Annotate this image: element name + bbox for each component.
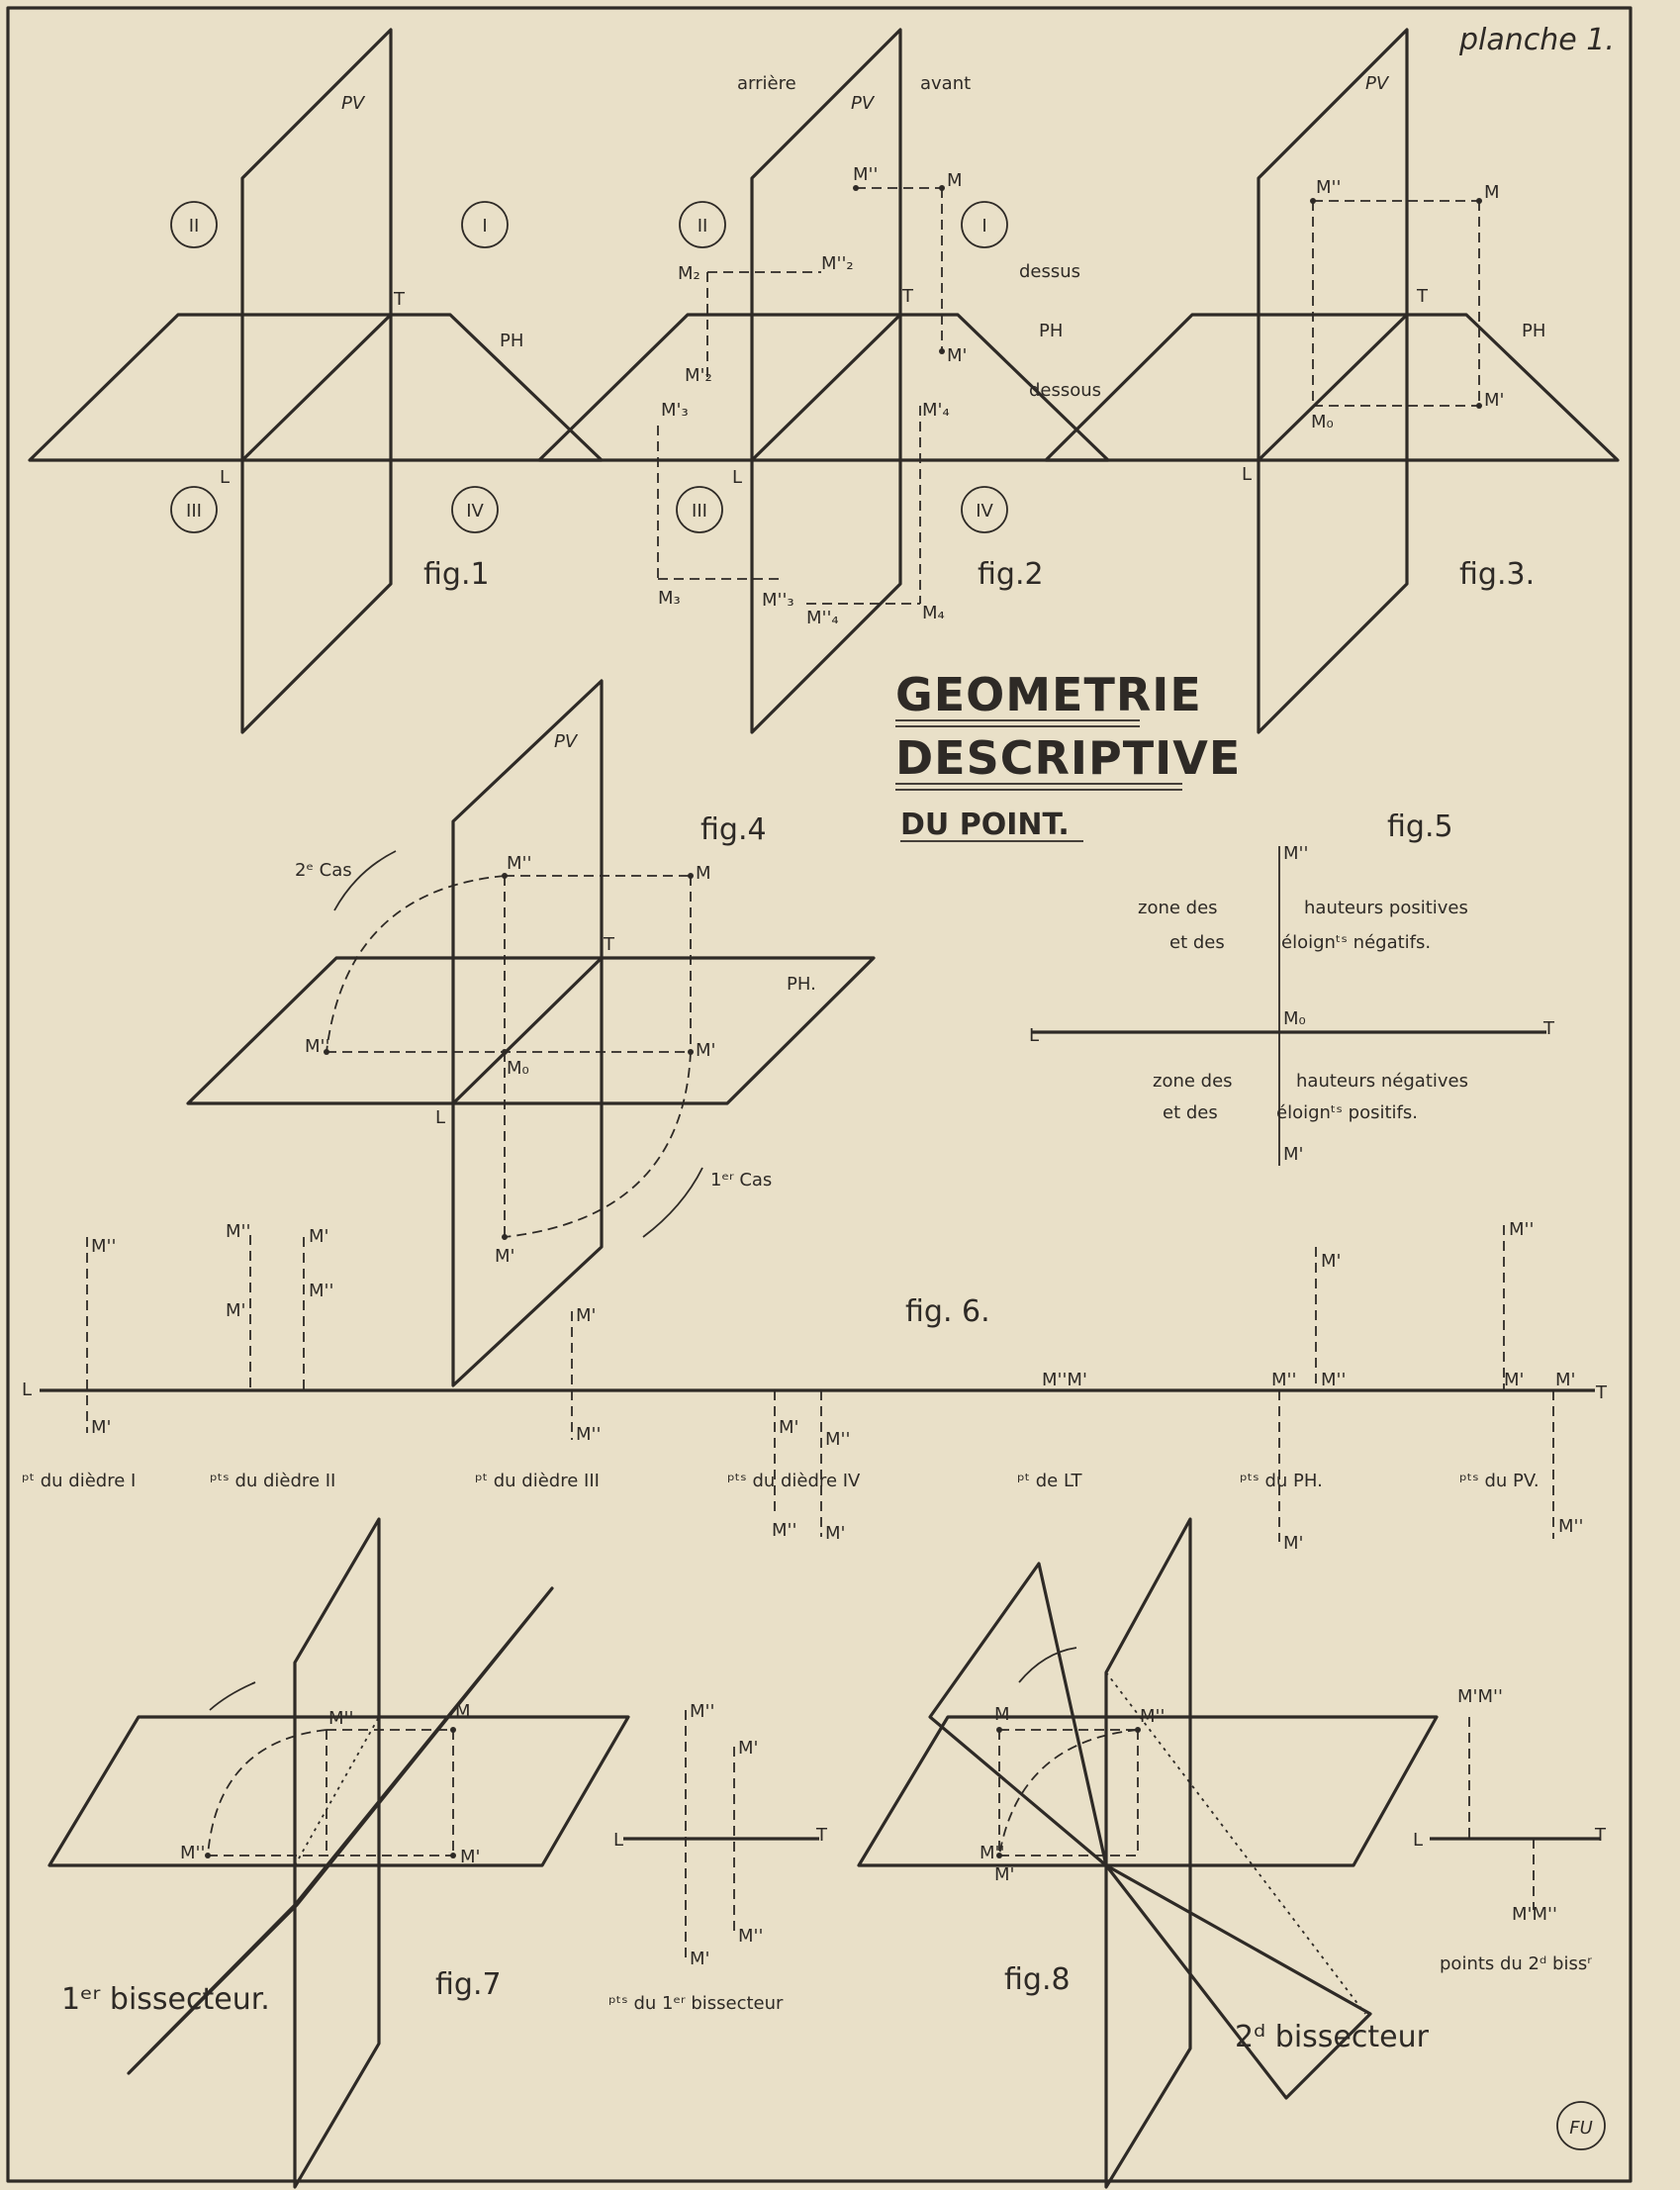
fig1-pv-label: PV [341, 93, 365, 114]
fig7-epure-m1b: M' [738, 1738, 759, 1759]
fig6-d4a-m1: M' [779, 1417, 799, 1438]
fig3-t-label: T [1417, 286, 1428, 307]
fig5 [1029, 809, 1555, 1166]
fig6-label-lt: ᵖᵗ de LT [1017, 1471, 1082, 1491]
fig5-m0: M₀ [1283, 1008, 1306, 1029]
fig6-l: L [22, 1380, 33, 1400]
fig2-m4b: M''₄ [806, 608, 839, 628]
fig5-caption: fig.5 [1387, 809, 1453, 844]
fig6-label-ph: ᵖᵗˢ du PH. [1240, 1471, 1323, 1491]
fig2-m3a: M'₃ [661, 400, 689, 421]
fig2-m2b: M''₂ [821, 253, 854, 274]
fig1-caption: fig.1 [423, 557, 490, 592]
fig7-pts: ᵖᵗˢ du 1ᵉʳ bissecteur [608, 1993, 784, 2014]
fig2-m1: M' [947, 345, 968, 366]
fig5-ztl2: et des [1169, 932, 1225, 953]
fig7 [49, 1519, 828, 2187]
fig6-label-d2: ᵖᵗˢ du dièdre II [210, 1471, 336, 1491]
fig6-d4a-m2: M'' [772, 1520, 797, 1541]
fig2-m4c: M₄ [922, 603, 945, 623]
title-block [895, 668, 1241, 842]
fig3-caption: fig.3. [1459, 557, 1536, 592]
fig4-ph-label: PH. [787, 974, 816, 995]
fig4-m0: M₀ [507, 1058, 529, 1079]
fig2 [539, 30, 1108, 732]
fig6-t: T [1596, 1382, 1607, 1403]
fig7-m: M [455, 1701, 471, 1722]
fig2-arriere: arrière [737, 73, 796, 94]
fig7-epure-m2: M'' [690, 1701, 715, 1722]
fig6-d1-m2: M'' [91, 1236, 117, 1257]
fig5-ztr1: hauteurs positives [1304, 898, 1468, 918]
fig5-m2: M'' [1283, 843, 1309, 864]
fig1-dihedron-I-label: I [482, 216, 488, 237]
fig8-epure-t: T [1595, 1825, 1606, 1846]
fig2-dihedron-II-label: II [697, 216, 708, 237]
fig2-m: M [947, 170, 963, 191]
fig4-m2-rot: M'' [305, 1036, 330, 1057]
fig2-m3c: M''₃ [762, 590, 794, 611]
fig1-t-label: T [394, 289, 405, 310]
fig3-pv-label: PV [1365, 73, 1389, 94]
fig6-pv-m1b: M' [1555, 1370, 1576, 1390]
fig2-m2c: M'₂ [685, 365, 712, 386]
fig6-d4b-m2: M'' [825, 1429, 851, 1450]
fig5-zbr2: éloignᵗˢ positifs. [1276, 1102, 1418, 1123]
title-line1: GEOMETRIE [895, 668, 1202, 721]
fig3-m1: M' [1484, 390, 1505, 411]
fig2-ph-plane [539, 315, 1108, 460]
fig6-pv-m2b: M'' [1558, 1516, 1584, 1537]
fig7-epure-l: L [613, 1830, 624, 1851]
fig7-m2-rot: M'' [180, 1843, 206, 1863]
fig3-pv-plane [1259, 30, 1407, 732]
fig6-d2a-m2: M'' [226, 1221, 251, 1242]
fig7-caption: fig.7 [435, 1967, 502, 2002]
fig7-m1: M' [460, 1847, 481, 1867]
fig5-ztl1: zone des [1138, 898, 1218, 918]
fig8-pv-plane [1106, 1519, 1190, 2187]
fig5-l: L [1029, 1025, 1040, 1046]
fig6-ph-m1: M' [1283, 1533, 1304, 1554]
fig7-m2: M'' [328, 1708, 354, 1729]
fig6-label-d3: ᵖᵗ du dièdre III [475, 1471, 600, 1491]
fig5-m1: M' [1283, 1144, 1304, 1165]
fig2-l-label: L [732, 467, 743, 488]
plate-number: planche 1. [1459, 23, 1615, 57]
fig6 [22, 1219, 1608, 1554]
fig8-epure-m12b: M'M'' [1512, 1904, 1557, 1925]
fig6-ph-m2b: M'' [1321, 1370, 1347, 1390]
fig2-m3b: M₃ [658, 588, 681, 609]
fig2-dihedron-I-label: I [981, 216, 987, 237]
fig5-ztr2: éloignᵗˢ négatifs. [1281, 932, 1432, 953]
fig8-pts: points du 2ᵈ bissʳ [1440, 1953, 1592, 1974]
fig8-epure-l: L [1413, 1830, 1424, 1851]
fig8-m: M [994, 1704, 1010, 1725]
fig6-ph-m1b: M' [1321, 1251, 1342, 1272]
fig7-epure-t: T [816, 1825, 827, 1846]
fig6-label-pv: ᵖᵗˢ du PV. [1459, 1471, 1540, 1491]
fig4-m2: M'' [507, 853, 532, 874]
fig6-d1-m1: M' [91, 1417, 112, 1438]
fig1-ph-label: PH [500, 331, 524, 351]
fig4-pv-plane [453, 681, 602, 1385]
fig4-m1-rot: M' [495, 1246, 515, 1267]
fig6-d2b-m2: M'' [309, 1281, 334, 1301]
fig2-m2: M'' [853, 164, 879, 185]
fig7-ph-plane [49, 1717, 628, 1865]
fig6-d3-m2: M'' [576, 1424, 602, 1445]
fig1 [30, 30, 602, 732]
fig2-dihedron-IV-label: IV [976, 501, 993, 522]
fig6-d4b-m1: M' [825, 1523, 846, 1544]
fig5-zbl2: et des [1163, 1102, 1218, 1123]
fig6-pv-m2: M'' [1509, 1219, 1535, 1240]
signature: FU [1569, 2118, 1593, 2139]
fig4-m1: M' [696, 1040, 716, 1061]
fig1-dihedron-III-label: III [186, 501, 202, 522]
fig4-cas1: 1ᵉʳ Cas [710, 1170, 773, 1190]
fig8-caption: fig.8 [1004, 1962, 1071, 1997]
fig6-lt-m: M''M' [1042, 1370, 1087, 1390]
fig3 [1046, 30, 1618, 732]
fig2-avant: avant [920, 73, 972, 94]
fig3-l-label: L [1242, 464, 1253, 485]
fig3-m2: M'' [1316, 177, 1342, 198]
fig4 [188, 681, 874, 1385]
fig5-t: T [1543, 1018, 1554, 1039]
fig2-ph-label: PH [1039, 321, 1064, 341]
fig8-ph-plane [859, 1717, 1437, 1865]
fig2-m2a: M₂ [678, 263, 700, 284]
fig2-dihedron-III-label: III [692, 501, 707, 522]
fig3-m: M [1484, 182, 1500, 203]
fig4-t-label: T [604, 934, 614, 955]
fig8 [859, 1519, 1607, 2187]
fig3-ph-label: PH [1522, 321, 1546, 341]
fig4-l-label: L [435, 1107, 446, 1128]
fig2-dessous: dessous [1029, 380, 1102, 401]
fig2-t-label: T [902, 286, 913, 307]
fig6-ph-m2: M'' [1271, 1370, 1297, 1390]
title-line2: DESCRIPTIVE [895, 731, 1242, 785]
fig2-caption: fig.2 [978, 557, 1044, 592]
fig6-d2a-m1: M' [226, 1300, 246, 1321]
fig6-d3-m1: M' [576, 1305, 597, 1326]
fig1-l-label: L [220, 467, 231, 488]
fig3-m0: M₀ [1311, 412, 1334, 432]
fig8-bisector [930, 1564, 1370, 2098]
fig6-d2b-m1: M' [309, 1226, 329, 1247]
fig6-pv-m1: M' [1504, 1370, 1525, 1390]
fig4-m: M [696, 863, 711, 884]
fig2-m4a: M'₄ [922, 400, 950, 421]
fig2-dessus: dessus [1019, 261, 1081, 282]
fig1-pv-plane [242, 30, 391, 732]
fig7-epure-m2b: M'' [738, 1926, 764, 1947]
fig6-caption: fig. 6. [905, 1294, 990, 1329]
fig7-bis: 1ᵉʳ bissecteur. [61, 1982, 270, 2017]
fig8-m2: M'' [1140, 1706, 1166, 1727]
fig7-epure-m1: M' [690, 1949, 710, 1969]
fig4-caption: fig.4 [700, 812, 767, 847]
fig6-label-d1: ᵖᵗ du dièdre I [22, 1471, 137, 1491]
fig6-label-d4: ᵖᵗˢ du dièdre IV [727, 1471, 861, 1491]
fig4-cas2: 2ᵉ Cas [295, 860, 352, 881]
fig4-ph-plane [188, 958, 874, 1103]
fig8-bis: 2ᵈ bissecteur [1235, 2020, 1429, 2054]
fig8-epure-m12: M'M'' [1457, 1686, 1503, 1707]
fig5-zbr1: hauteurs négatives [1296, 1071, 1468, 1092]
fig8-m2-rot: M'' [980, 1843, 1005, 1863]
fig5-zbl1: zone des [1153, 1071, 1233, 1092]
title-line3: DU POINT. [900, 808, 1070, 842]
fig2-pv-label: PV [851, 93, 875, 114]
fig1-dihedron-II-label: II [188, 216, 200, 237]
fig1-dihedron-IV-label: IV [466, 501, 484, 522]
fig8-m1: M' [994, 1864, 1015, 1885]
fig4-pv-label: PV [554, 731, 578, 752]
